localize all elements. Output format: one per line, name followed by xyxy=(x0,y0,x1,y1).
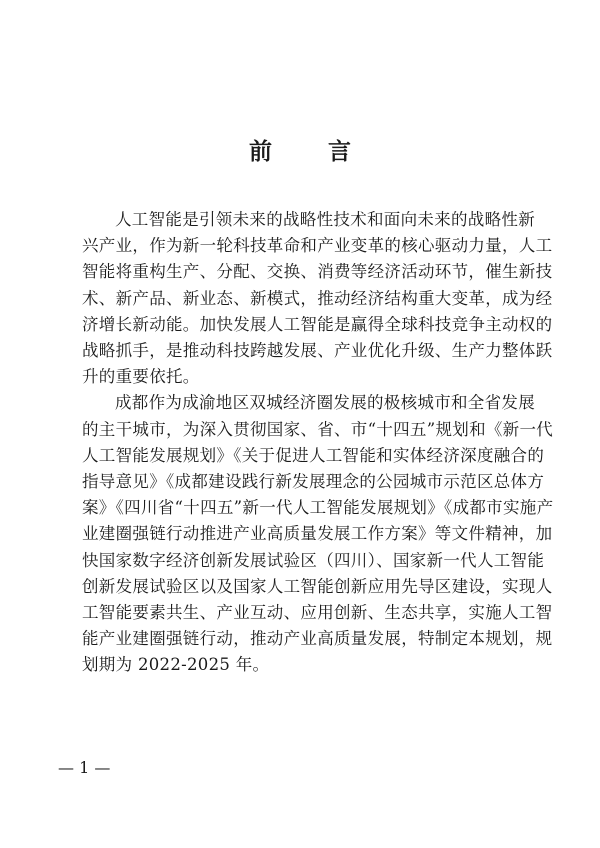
text-line: 人工智能是引领未来的战略性技术和面向未来的战略性新 xyxy=(115,210,535,229)
text-line: 业建圈强链行动推进产业高质量发展工作方案》等文件精神，加 xyxy=(82,524,553,544)
text-line: 案》《四川省“十四五”新一代人工智能发展规划》《成都市实施产 xyxy=(82,498,554,518)
text-line: 人工智能发展规划》《关于促进人工智能和实体经济深度融合的 xyxy=(82,445,545,465)
text-line: 创新发展试验区以及国家人工智能创新应用先导区建设，实现人 xyxy=(82,576,553,596)
text-line: 快国家数字经济创新发展试验区（四川）、国家新一代人工智能 xyxy=(82,550,545,570)
paragraph-2 xyxy=(82,390,554,678)
text-line: 兴产业，作为新一轮科技革命和产业变革的核心驱动力量，人工 xyxy=(82,236,553,256)
text-line: 济增长新动能。加快发展人工智能是赢得全球科技竞争主动权的 xyxy=(82,314,553,334)
text-line: 术、新产品、新业态、新模式，推动经济结构重大变革，成为经 xyxy=(82,288,553,308)
body-text xyxy=(82,207,554,679)
text-line: 划期为 2022-2025 年。 xyxy=(82,655,270,675)
text-line: 战略抓手，是推动科技跨越发展、产业优化升级、生产力整体跃 xyxy=(82,341,553,361)
text-line: 指导意见》《成都建设践行新发展理念的公园城市示范区总体方 xyxy=(82,472,545,492)
text-line: 智能将重构生产、分配、交换、消费等经济活动环节，催生新技 xyxy=(82,262,553,282)
text-line: 成都作为成渝地区双城经济圈发展的极核城市和全省发展 xyxy=(115,393,535,413)
text-line: 升的重要依托。 xyxy=(82,367,200,387)
page-number: — 1 — xyxy=(58,758,111,777)
text-line: 工智能要素共生、产业互动、应用创新、生态共享，实施人工智 xyxy=(82,603,553,623)
paragraph-1 xyxy=(82,207,553,390)
text-line: 能产业建圈强链行动，推动产业高质量发展，特制定本规划，规 xyxy=(82,629,553,649)
page-title: 前 言 xyxy=(248,138,375,165)
text-line: 的主干城市，为深入贯彻国家、省、市“十四五”规划和《新一代 xyxy=(82,419,554,439)
